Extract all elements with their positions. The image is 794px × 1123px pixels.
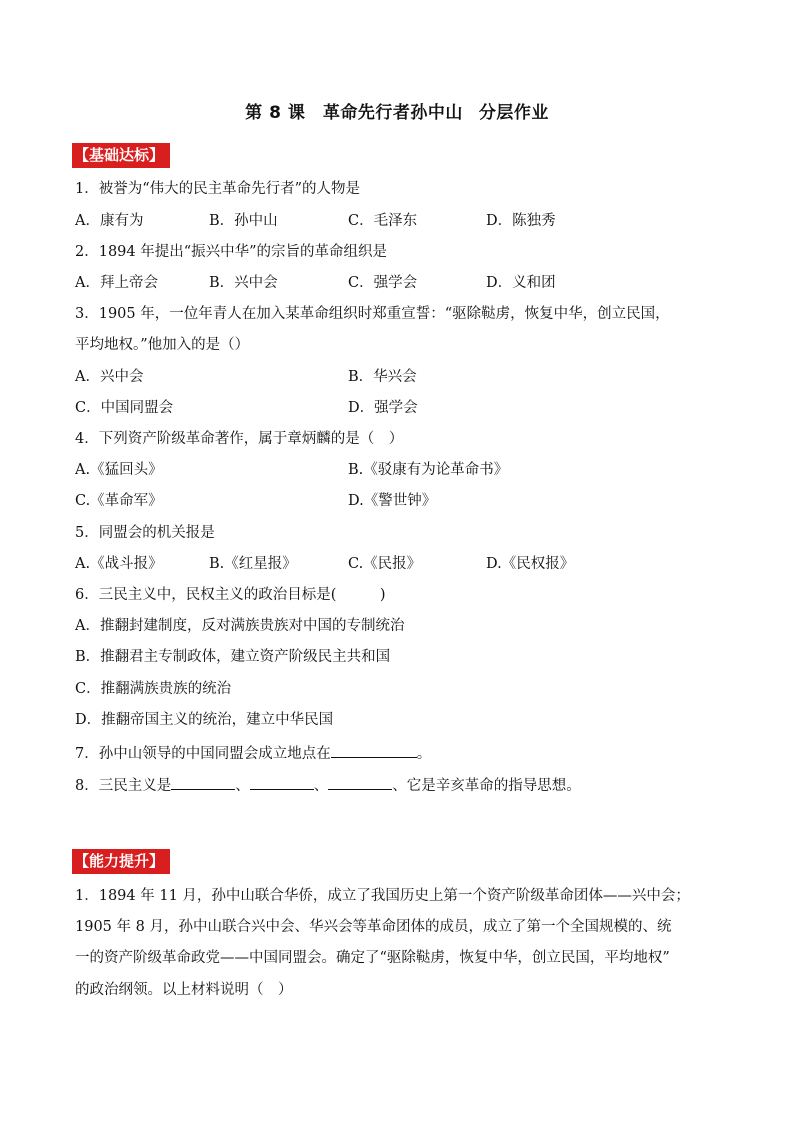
- q8-fill-blank: [75, 773, 581, 796]
- q2-option-b: B．兴中会: [209, 275, 278, 291]
- q4-option-b: B.《驳康有为论革命书》: [348, 462, 509, 478]
- adv-q1-line2: 1905 年 8 月，孙中山联合兴中会、华兴会等革命团体的成员，成立了第一个全国规模的、统: [75, 919, 672, 935]
- section-basic-label: 【基础达标】: [72, 143, 170, 168]
- q4-option-d: D.《警世钟》: [348, 493, 437, 509]
- q3-stem-line1: 3．1905 年，一位年青人在加入某革命组织时郑重宣誓：“驱除鞑虏，恢复中华，创立民国，: [75, 306, 670, 322]
- q8-suffix: 、它是辛亥革命的指导思想。: [392, 778, 581, 794]
- q8-prefix: 8．三民主义是: [75, 778, 172, 794]
- q3-option-a: A．兴中会: [75, 369, 144, 385]
- q1-option-a: A．康有为: [75, 213, 144, 229]
- adv-q1-line4: 的政治纲领。以上材料说明（ ）: [75, 982, 293, 998]
- q2-stem: 2．1894 年提出“振兴中华”的宗旨的革命组织是: [75, 244, 388, 260]
- adv-q1-line1: 1．1894 年 11 月，孙中山联合华侨，成立了我国历史上第一个资产阶级革命团体——兴中会；: [75, 888, 690, 904]
- q6-option-d: D．推翻帝国主义的统治，建立中华民国: [75, 712, 334, 728]
- q8-separator-2: 、: [313, 778, 329, 794]
- q7-fill-blank: [75, 741, 431, 764]
- q5-option-b: B.《红星报》: [209, 556, 297, 572]
- q3-option-b: B．华兴会: [348, 369, 417, 385]
- q3-option-d: D．强学会: [348, 400, 418, 416]
- title-main: 第 8 课 革命先行者孙中山: [245, 103, 463, 123]
- q5-option-a: A.《战斗报》: [75, 556, 163, 572]
- q5-option-c: C.《民报》: [348, 556, 422, 572]
- q5-stem: 5．同盟会的机关报是: [75, 525, 215, 541]
- q3-option-c: C．中国同盟会: [75, 400, 174, 416]
- q7-suffix: 。: [416, 746, 432, 762]
- page-title: [0, 98, 794, 123]
- q7-answer-blank[interactable]: [331, 741, 417, 758]
- q2-option-c: C．强学会: [348, 275, 418, 291]
- q6-option-c: C．推翻满族贵族的统治: [75, 681, 232, 697]
- q6-option-a: A．推翻封建制度，反对满族贵族对中国的专制统治: [75, 618, 405, 634]
- q5-option-d: D.《民权报》: [486, 556, 575, 572]
- q8-answer-blank-1[interactable]: [171, 773, 235, 790]
- q4-option-a: A.《猛回头》: [75, 462, 163, 478]
- q8-answer-blank-3[interactable]: [328, 773, 392, 790]
- q2-option-a: A．拜上帝会: [75, 275, 158, 291]
- q4-stem: 4．下列资产阶级革命著作，属于章炳麟的是（ ）: [75, 431, 404, 447]
- q4-option-c: C.《革命军》: [75, 493, 163, 509]
- q6-option-b: B．推翻君主专制政体，建立资产阶级民主共和国: [75, 649, 391, 665]
- q8-separator-1: 、: [235, 778, 250, 794]
- section-advanced-label: 【能力提升】: [72, 849, 170, 874]
- title-sub: 分层作业: [478, 103, 549, 123]
- adv-q1-line3: 一的资产阶级革命政党——中国同盟会。确定了“驱除鞑虏，恢复中华，创立民国，平均地权”: [75, 950, 670, 966]
- q6-stem: 6．三民主义中，民权主义的政治目标是( ): [75, 587, 386, 603]
- q3-stem-line2: 平均地权。”他加入的是（）: [75, 337, 250, 353]
- q8-answer-blank-2[interactable]: [250, 773, 314, 790]
- q1-option-c: C．毛泽东: [348, 213, 418, 229]
- q2-option-d: D．义和团: [486, 275, 556, 291]
- q1-option-b: B．孙中山: [209, 213, 278, 229]
- q1-option-d: D．陈独秀: [486, 213, 556, 229]
- q1-stem: 1．被誉为“伟大的民主革命先行者”的人物是: [75, 181, 361, 197]
- q7-prefix: 7．孙中山领导的中国同盟会成立地点在: [75, 746, 331, 762]
